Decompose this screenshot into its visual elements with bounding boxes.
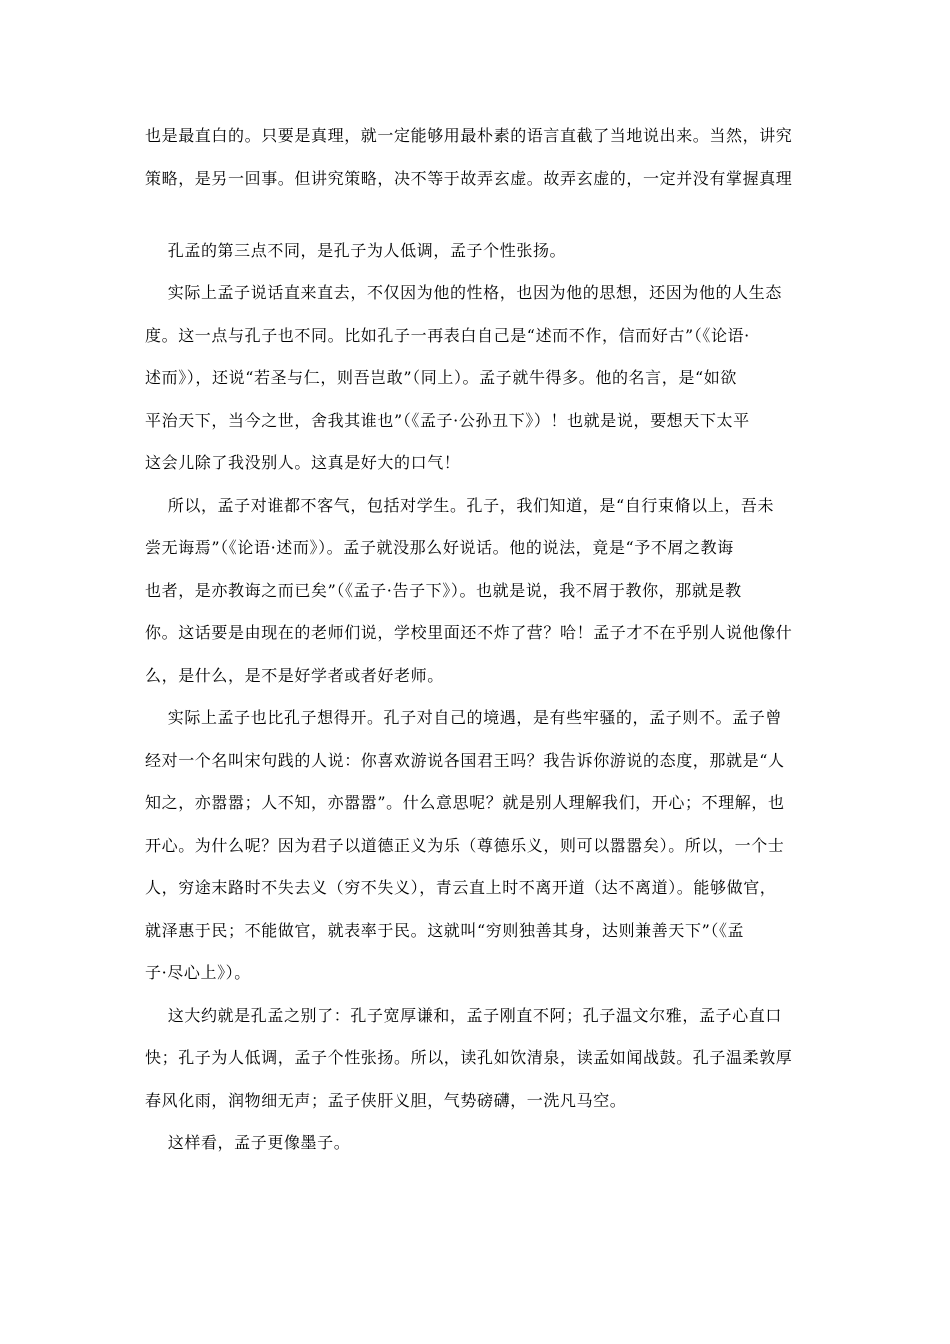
- text-line: 也者，是亦教诲之而已矣”（《孟子·告子下》）。也就是说，我不屑于教你，那就是教: [145, 581, 742, 600]
- text-line: 策略，是另一回事。但讲究策略，决不等于故弄玄虚。故弄玄虚的，一定并没有掌握真理: [145, 169, 793, 188]
- text-line: 这样看，孟子更像墨子。: [145, 1133, 351, 1152]
- text-line: 平治天下，当今之世，舍我其谁也”（《孟子·公孙丑下》）！也就是说，要想天下太平: [145, 411, 750, 430]
- text-line: 子·尽心上》）。: [145, 963, 251, 982]
- text-line: 春风化雨，润物细无声；孟子侠肝义胆，气势磅礴，一洗凡马空。: [145, 1091, 627, 1110]
- text-line: 这大约就是孔孟之别了：孔子宽厚谦和，孟子刚直不阿；孔子温文尔雅，孟子心直口: [145, 1006, 782, 1025]
- text-line: 也是最直白的。只要是真理，就一定能够用最朴素的语言直截了当地说出来。当然，讲究: [145, 126, 793, 145]
- text-line: 就泽惠于民；不能做官，就表率于民。这就叫“穷则独善其身，达则兼善天下”（《孟: [145, 921, 745, 940]
- text-line: 你。这话要是由现在的老师们说，学校里面还不炸了营？哈！孟子才不在乎别人说他像什: [145, 623, 793, 642]
- text-line: 所以，孟子对谁都不客气，包括对学生。孔子，我们知道，是“自行束脩以上，吾未: [145, 496, 775, 515]
- text-line: 开心。为什么呢？因为君子以道德正义为乐（尊德乐义，则可以嚣嚣矣）。所以，一个士: [145, 836, 785, 855]
- text-line: 么，是什么，是不是好学者或者好老师。: [145, 666, 444, 685]
- text-line: 述而》），还说“若圣与仁，则吾岂敢”（同上）。孟子就牛得多。他的名言，是“如欲: [145, 368, 737, 387]
- text-line: 实际上孟子也比孔子想得开。孔子对自己的境遇，是有些牢骚的，孟子则不。孟子曾: [145, 708, 782, 727]
- text-line: 经对一个名叫宋句践的人说：你喜欢游说各国君王吗？我告诉你游说的态度，那就是“人: [145, 751, 785, 770]
- text-line: 度。这一点与孔子也不同。比如孔子一再表白自己是“述而不作，信而好古”（《论语·: [145, 326, 750, 345]
- text-line: 实际上孟子说话直来直去，不仅因为他的性格，也因为他的思想，还因为他的人生态: [145, 283, 782, 302]
- text-line: 这会儿除了我没别人。这真是好大的口气！: [145, 453, 461, 472]
- text-line: 尝无诲焉”（《论语·述而》）。孟子就没那么好说话。他的说法，竟是“予不屑之教诲: [145, 538, 734, 557]
- text-line: 快；孔子为人低调，孟子个性张扬。所以，读孔如饮清泉，读孟如闻战鼓。孔子温柔敦厚: [145, 1048, 793, 1067]
- text-line: 孔孟的第三点不同，是孔子为人低调，孟子个性张扬。: [145, 241, 567, 260]
- text-line: 人，穷途末路时不失去义（穷不失义），青云直上时不离开道（达不离道）。能够做官，: [145, 878, 777, 897]
- text-line: 知之，亦嚣嚣；人不知，亦嚣嚣”。什么意思呢？就是别人理解我们，开心；不理解，也: [145, 793, 785, 812]
